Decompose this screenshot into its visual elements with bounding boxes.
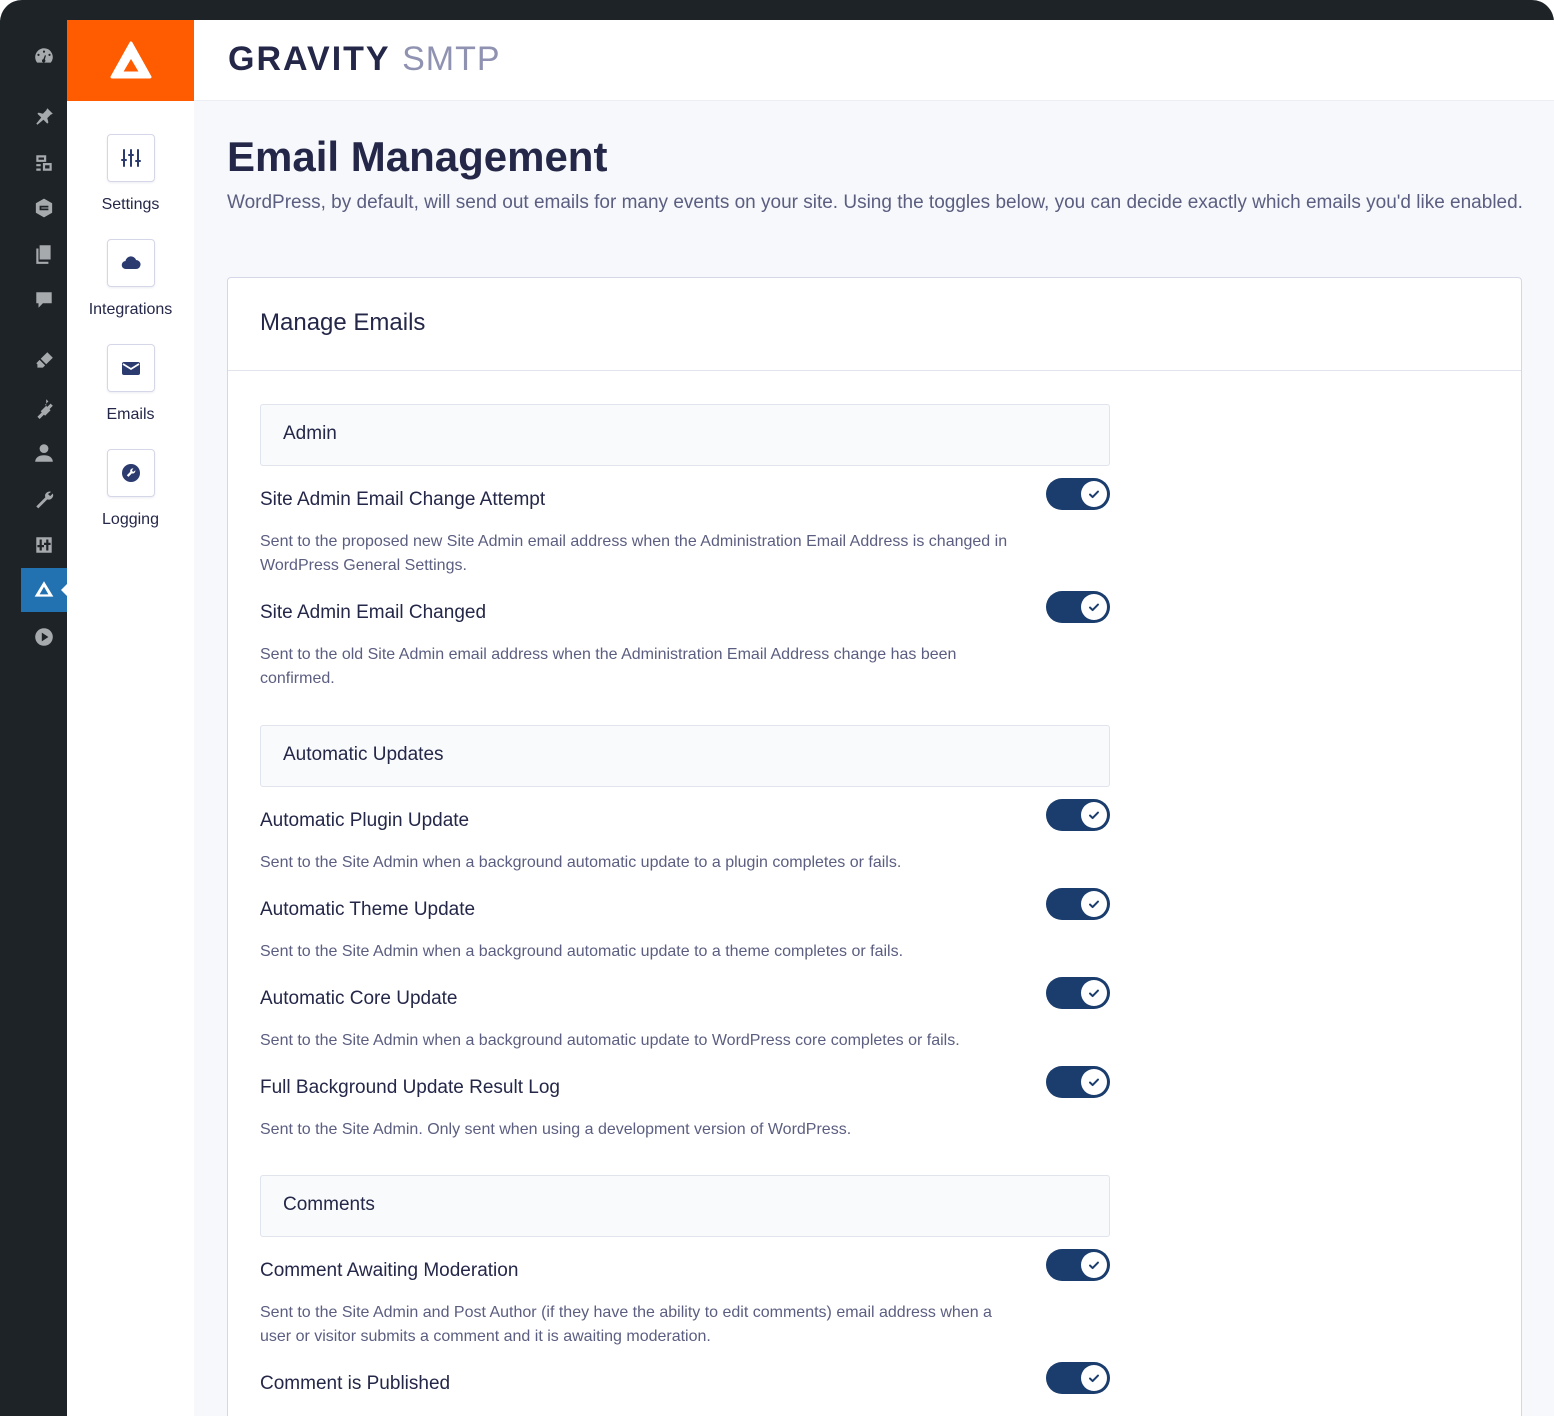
- plugins-icon[interactable]: [21, 386, 67, 430]
- email-toggle[interactable]: [1046, 1066, 1110, 1098]
- email-description: Sent to the old Site Admin email address when the Administration Email Address change has been confirmed.: [260, 646, 957, 687]
- top-header: [194, 20, 1554, 101]
- email-toggle[interactable]: [1046, 799, 1110, 831]
- nav-logging-label: Logging: [102, 511, 159, 528]
- play-icon[interactable]: [21, 615, 67, 659]
- tools-icon[interactable]: [21, 477, 67, 521]
- section-header-comments: Comments: [260, 1175, 1110, 1237]
- email-row: [260, 1260, 1110, 1349]
- brand-name-light: SMTP: [402, 40, 501, 78]
- email-title: Automatic Theme Update: [260, 899, 476, 920]
- toggle-knob: [1081, 594, 1107, 620]
- email-description: Sent to the Site Admin when a background automatic update to WordPress core completes or fails.: [260, 1032, 960, 1049]
- sliders-icon: [120, 147, 142, 169]
- email-description: Sent to the Site Admin when a background automatic update to a theme completes or fails.: [260, 943, 904, 960]
- toggle-knob: [1081, 1069, 1107, 1095]
- toggle-knob: [1081, 891, 1107, 917]
- settings-icon[interactable]: [21, 523, 67, 567]
- email-description: Sent to the Site Admin and Post Author (if they have the ability to edit comments) email address when a user or visitor submits a comment and it is awaiting moderation.: [260, 1304, 992, 1345]
- gravity-smtp-icon[interactable]: [21, 568, 67, 612]
- section-header-admin: Admin: [260, 404, 1110, 466]
- page-title: Email Management: [227, 133, 608, 180]
- email-toggle[interactable]: [1046, 1249, 1110, 1281]
- integrations-button[interactable]: [107, 239, 155, 287]
- email-row: [260, 988, 1110, 1053]
- emails-button[interactable]: [107, 344, 155, 392]
- check-icon: [1087, 1075, 1101, 1089]
- comments-icon[interactable]: [21, 278, 67, 322]
- email-row: [260, 1373, 1110, 1395]
- forms-icon[interactable]: [21, 186, 67, 230]
- wp-admin-menu: [0, 20, 67, 1416]
- appearance-icon[interactable]: [21, 339, 67, 383]
- email-toggle[interactable]: [1046, 1362, 1110, 1394]
- page-description: WordPress, by default, will send out emails for many events on your site. Using the toggles below, you can decide exactly which emails you'd like enabled.: [227, 192, 1523, 213]
- manage-emails-card: [227, 277, 1522, 1416]
- email-title: Full Background Update Result Log: [260, 1077, 560, 1098]
- nav-settings-label: Settings: [101, 196, 160, 213]
- toggle-knob: [1081, 1252, 1107, 1278]
- toggle-knob: [1081, 980, 1107, 1006]
- gravity-smtp-app: [67, 20, 1554, 1416]
- email-row: [260, 602, 1110, 691]
- nav-emails[interactable]: [67, 344, 194, 424]
- wrench-icon: [120, 462, 142, 484]
- email-description: Sent to the Site Admin. Only sent when using a development version of WordPress.: [260, 1121, 852, 1138]
- nav-integrations[interactable]: [67, 239, 194, 319]
- check-icon: [1087, 986, 1101, 1000]
- check-icon: [1087, 808, 1101, 822]
- email-title: Site Admin Email Changed: [260, 602, 487, 623]
- email-title: Site Admin Email Change Attempt: [260, 489, 546, 510]
- check-icon: [1087, 897, 1101, 911]
- logging-button[interactable]: [107, 449, 155, 497]
- email-toggle[interactable]: [1046, 888, 1110, 920]
- check-icon: [1087, 600, 1101, 614]
- media-icon[interactable]: [21, 141, 67, 185]
- users-icon[interactable]: [21, 431, 67, 475]
- plugin-sub-nav: [67, 101, 194, 1416]
- nav-settings[interactable]: [67, 134, 194, 214]
- email-description: Sent to the Site Admin when a background automatic update to a plugin completes or fails.: [260, 854, 902, 871]
- nav-logging[interactable]: [67, 449, 194, 529]
- settings-button[interactable]: [107, 134, 155, 182]
- nav-integrations-label: Integrations: [88, 301, 173, 318]
- toggle-knob: [1081, 481, 1107, 507]
- email-toggle[interactable]: [1046, 977, 1110, 1009]
- brand-name-bold: GRAVITY: [228, 40, 391, 78]
- envelope-icon: [120, 357, 142, 379]
- card-header: [228, 278, 1521, 371]
- email-row: [260, 810, 1110, 875]
- brand-logo-tile[interactable]: [67, 20, 194, 101]
- email-title: Comment is Published: [260, 1373, 451, 1394]
- toggle-knob: [1081, 1365, 1107, 1391]
- toggle-knob: [1081, 802, 1107, 828]
- section-header-automatic-updates: Automatic Updates: [260, 725, 1110, 787]
- check-icon: [1087, 1258, 1101, 1272]
- pin-icon[interactable]: [21, 95, 67, 139]
- pages-icon[interactable]: [21, 232, 67, 276]
- dashboard-icon[interactable]: [21, 34, 67, 78]
- nav-emails-label: Emails: [106, 406, 155, 423]
- email-title: Automatic Core Update: [260, 988, 458, 1009]
- gravity-logo-icon: [110, 41, 152, 81]
- email-row: [260, 489, 1110, 578]
- cloud-icon: [120, 252, 142, 274]
- email-title: Comment Awaiting Moderation: [260, 1260, 519, 1281]
- brand-wordmark: [228, 40, 501, 79]
- email-description: Sent to the proposed new Site Admin email address when the Administration Email Address is changed in WordPress General Settings.: [260, 533, 1008, 574]
- email-toggle[interactable]: [1046, 478, 1110, 510]
- email-toggle[interactable]: [1046, 591, 1110, 623]
- check-icon: [1087, 1371, 1101, 1385]
- email-row: [260, 899, 1110, 964]
- email-row: [260, 1077, 1110, 1142]
- email-title: Automatic Plugin Update: [260, 810, 470, 831]
- main-content: [194, 101, 1554, 1416]
- card-title: Manage Emails: [260, 309, 426, 336]
- check-icon: [1087, 487, 1101, 501]
